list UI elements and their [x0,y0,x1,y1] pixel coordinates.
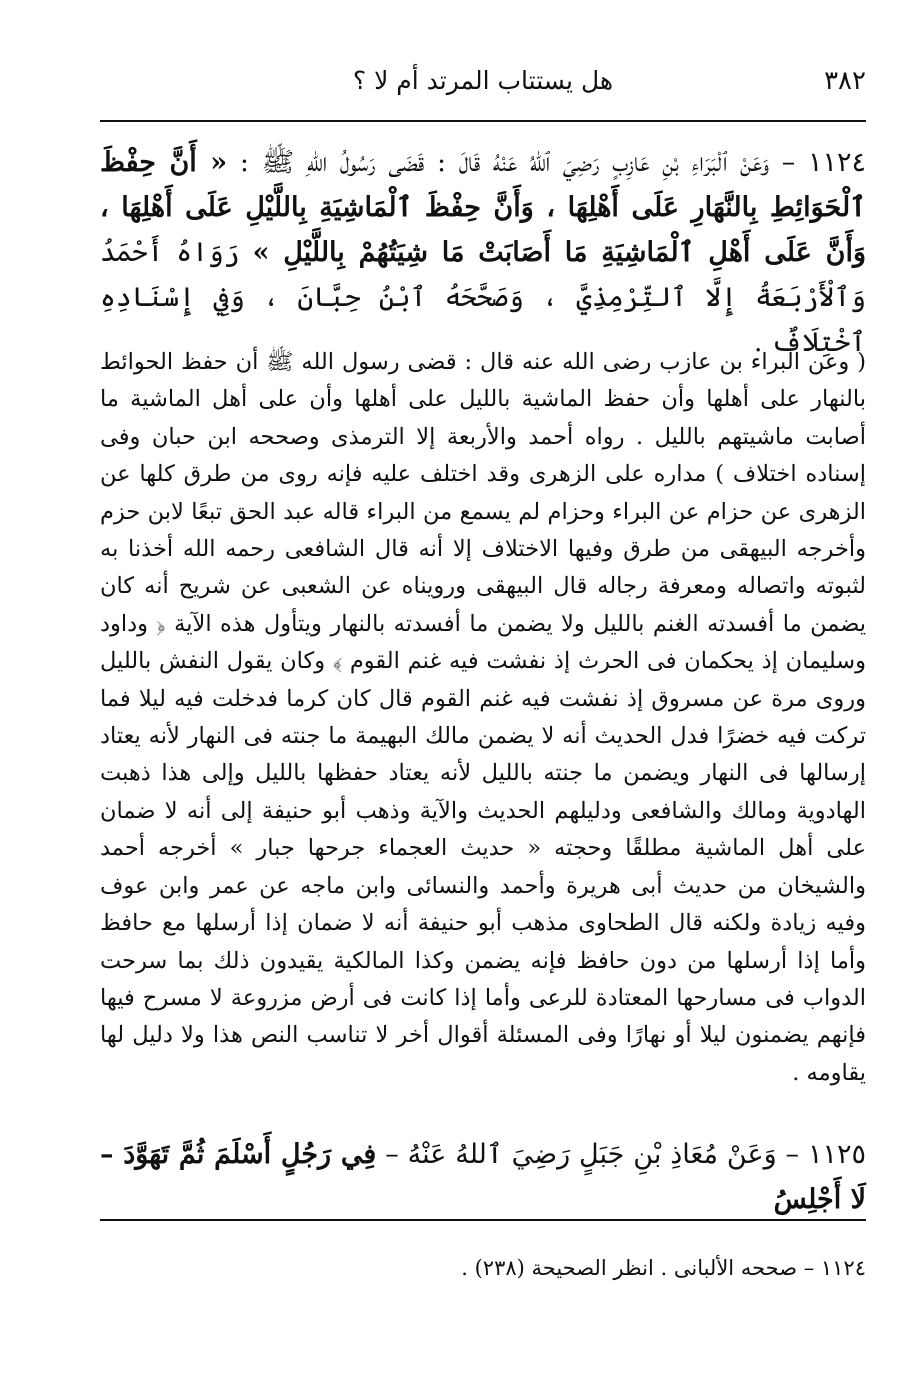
commentary-paragraph: ( وعن البراء بن عازب رضى الله عنه قال : قضى رسول الله ﷺ أن حفظ الحوائط بالنهار على أهلها وأن حفظ الماشية بالليل على أهلها وأن على أهل الماشية ما أصابت ماشيتهم بالليل . رواه أحمد والأربعة إلا الترمذى وصححه ابن حبان وفى إسناده اختلاف ) مداره على الزهرى وقد اختلف عليه فإنه روى من طرق كلها عن الزهرى عن حزام عن البراء وحزام لم يسمع من البراء قاله عبد الحق تبعًا لابن حزم وأخرجه البيهقى من طرق وفيها الاختلاف إلا أنه قال الشافعى رحمه الله أخذنا به لثبوته واتصاله ومعرفة رجاله قال البيهقى ورويناه عن الشعبى عن شريح أنه كان يضمن ما أفسدته الغنم بالليل ولا يضمن ما أفسدته بالنهار ويتأول هذه الآية ﴿ وداود وسليمان إذ يحكمان فى الحرث إذ نفشت فيه غنم القوم ﴾ وكان يقول النفش بالليل وروى مرة عن مسروق إذ نفشت فيه غنم القوم قال كان كرما فدخلت فيه ليلا فما تركت فيه خضرًا فدل الحديث أنه لا يضمن مالك البهيمة ما جنته فى النهار لأنه يعتاد إرسالها فى النهار ويضمن ما جنته بالليل لأنه يعتاد حفظها بالليل وإلى هذا ذهبت الهادوية ومالك والشافعى ودليلهم الحديث والآية وذهب أبو حنيفة إلى أنه لا ضمان على أهل الماشية مطلقًا وحجته « حديث العجماء جرحها جبار » أخرجه أحمد والشيخان من حديث أبى هريرة وأحمد والنسائى وابن ماجه عن عمر وابن عوف وفيه زيادة ولكنه قال الطحاوى مذهب أبو حنيفة أنه لا ضمان إذا أرسلها مع حافظ وأما إذا أرسلها من دون حافظ فإنه يضمن وكذا المالكية يقيدون ذلك بما سرحت الدواب فى مسارحها المعتادة للرعى وأما إذا كانت فى أرض مزروعة لا مسرح فيها فإنهم يضمنون ليلا أو نهارًا وفى المسئلة أقوال أخر لا تناسب النص هذا ولا دليل لها يقاومه . [100,349,866,1086]
page-title: هل يستتاب المرتد أم لا ؟ [352,66,614,95]
page-number: ٣٨٢ [824,66,866,96]
running-head [100,58,866,108]
footnote-rule [100,1219,866,1221]
hadith-1124-text: « أَنَّ حِفْظَ ٱلْحَوَائِطِ بِالنَّهَارِ عَلَى أَهْلِهَا ، وَأَنَّ حِفْظَ ٱلْمَاشِيَةِ بِاللَّيْلِ عَلَى أَهْلِهَا ، وَأَنَّ عَلَى أَهْلِ ٱلْمَاشِيَةِ مَا أَصَابَتْ مَا شِيَتُهُمْ بِاللَّيْلِ » [100,147,866,268]
hadith-1125-text: فِي رَجُلٍ أَسْلَمَ ثُمَّ تَهَوَّدَ – لَا أَجْلِسُ [100,1139,866,1215]
hadith-1125-intro: ١١٢٥ – وَعَنْ مُعَاذِ بْنِ جَبَلٍ رَضِيَ ٱللهُ عَنْهُ – [385,1139,866,1170]
header-rule [100,120,866,122]
hadith-1124-intro: ١١٢٤ – وَعَنْ ٱلْبَرَاءِ بْنِ عَازِبٍ رَضِيَ ٱللهُ عَنْهُ قَالَ : قَضَى رَسُولُ اللهِ ﷺ : [239,147,866,178]
hadith-1124-source: رَوَاهُ أَحْمَدُ وَٱلْأَرْبَعَةُ إِلَّا ٱلتِّرْمِذِيَّ ، وَصَحَّحَهُ ٱبْنُ حِبَّانَ ، وَفِي إِسْنَادِهِ ٱخْتِلَافٌ . [100,237,866,358]
hadith-1124 [100,140,866,365]
footnote: ١١٢٤ – صححه الألبانى . انظر الصحيحة (٢٣٨) . [461,1256,866,1280]
hadith-1125 [100,1132,866,1222]
